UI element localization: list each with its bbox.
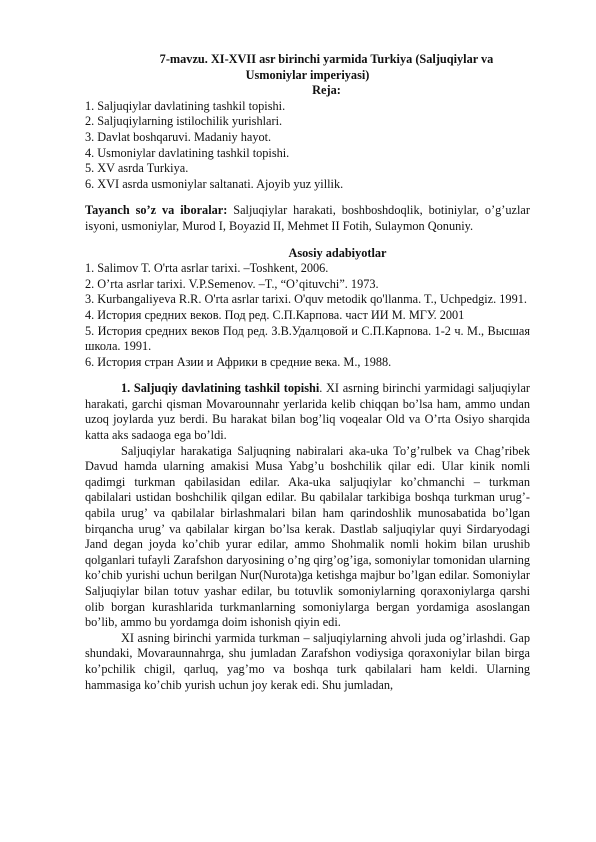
plan-item: 2. Saljuqiylarning istilochilik yurishlari.: [85, 114, 283, 129]
keywords-paragraph: [85, 203, 530, 234]
title-line-1: 7-mavzu. XI-XVII asr birinchi yarmida Turkiya (Saljuqiylar va: [159, 52, 494, 66]
literature-item: 4. История средних веков. Под ред. С.П.Карпова. част ИИ М. МГУ. 2001: [85, 307, 465, 322]
literature-item: 1. Salimov T. O'rta asrlar tarixi. –Toshkent, 2006.: [85, 261, 329, 276]
plan-heading: Reja:: [312, 83, 341, 98]
literature-item: 5. История средних веков Под ред. З.В.Удалцовой и С.П.Карпова. 1-2 ч. М., Высшая школа. 1991.: [85, 323, 530, 354]
title-line-2: Usmoniylar imperiyasi): [245, 67, 370, 82]
document-page: [85, 52, 530, 693]
literature-heading: Asosiy adabiyotlar: [288, 245, 387, 260]
section1-paragraph-3: XI asning birinchi yarmida turkman – saljuqiylarning ahvoli juda og’irlashdi. Gap shundaki, Movaraunnahrga, shu jumladan Zarafshon vodiysiga qoraxoniylar bilan birga ko’pchilik chigil, qarluq, yag’mo va boshqa turk qabilalari ham keldi. Ularning hammasiga ko’chib yurish uchun joy kerak edi. Shu jumladan,: [85, 630, 530, 692]
section1-heading: 1. Saljuqiy davlatining tashkil topishi: [121, 381, 320, 396]
plan-item: 3. Davlat boshqaruvi. Madaniy hayot.: [85, 129, 272, 144]
section1-paragraph-1: [85, 381, 530, 443]
keywords-text: Saljuqiylar harakati, boshboshdoqlik, botiniylar, o’g’uzlar isyoni, usmoniylar, Murod I, Boyazid II, Mehmet II Fotih, Sulaymon Qonuniy.: [85, 203, 530, 233]
keywords-label: Tayanch so’z va iboralar:: [85, 203, 228, 218]
literature-list: [85, 261, 530, 370]
plan-item: 1. Saljuqiylar davlatining tashkil topishi.: [85, 98, 286, 113]
literature-item: 6. История стран Азии и Африки в средние века. М., 1988.: [85, 354, 392, 369]
literature-item: 2. O’rta asrlar tarixi. V.P.Semenov. –T., “O’qituvchi”. 1973.: [85, 276, 379, 291]
section1-p1-text: . XI asrning birinchi yarmidagi saljuqiylar harakati, garchi qisman Movarounnahr yerlarida kelib chiqqan bo’lsa ham, ammo undan uzoq joylarda yuz berdi. Bu harakat bilan bog’liq voqealar Old va O’rta Osiyo sharqida katta aks sadaoga ega bo’ldi.: [85, 381, 531, 443]
plan-list: [85, 99, 530, 193]
literature-item: 3. Kurbangaliyeva R.R. O'rta asrlar tarixi. O'quv metodik qo'llanma. T., Uchpedgiz. 1991.: [85, 292, 527, 307]
plan-item: 6. XVI asrda usmoniylar saltanati. Ajoyib yuz yillik.: [85, 176, 344, 191]
document-title: [85, 52, 530, 83]
plan-item: 4. Usmoniylar davlatining tashkil topishi.: [85, 145, 290, 160]
plan-item: 5. XV asrda Turkiya.: [85, 161, 189, 176]
section1-paragraph-2: Saljuqiylar harakatiga Saljuqning nabiralari aka-uka To’g’rulbek va Chag’ribek Davud hamda ularning amakisi Musa Yabg’u boshchilik qilar edi. Ular kinik nomli qadimgi turkman qabilasidan edilar. Aka-uka saljuqiylar ko’chmanchi – turkman qabilalari ustidan boshchilik qilgan edilar. Bu qabilalar tarkibiga boshqa turkman urug’-qabila urug’ va qabilalar birlashmalari bilan ham qarindoshlik munosabatida bo’lgan birqancha urug’ va qabilalar kirgan bo’lsa kerak. Dastlab saljuqiylar quyi Sirdaryodagi Jand degan joyda ko’chib yurar edilar, ammo Shohmalik nomli hokim bilan urushib qolganlari tufayli Zarafshon daryosining o’ng qirg’og’iga, somoniylar tomonidan ularning ko’chib yurishi uchun berilgan Nur(Nurota)ga ketishga majbur bo’lgan edilar. Somoniylar Saljuqiylar bilan totuv yashar edilar, bu totuvlik somoniylarning qoraxoniylarga qarshi olib borgan kurashlarida turkmanlarning somoniylarga bergan yordamiga asoslangan bo’lib, ammo bu yordamga doim ishonish qiyin edi.: [85, 443, 530, 630]
